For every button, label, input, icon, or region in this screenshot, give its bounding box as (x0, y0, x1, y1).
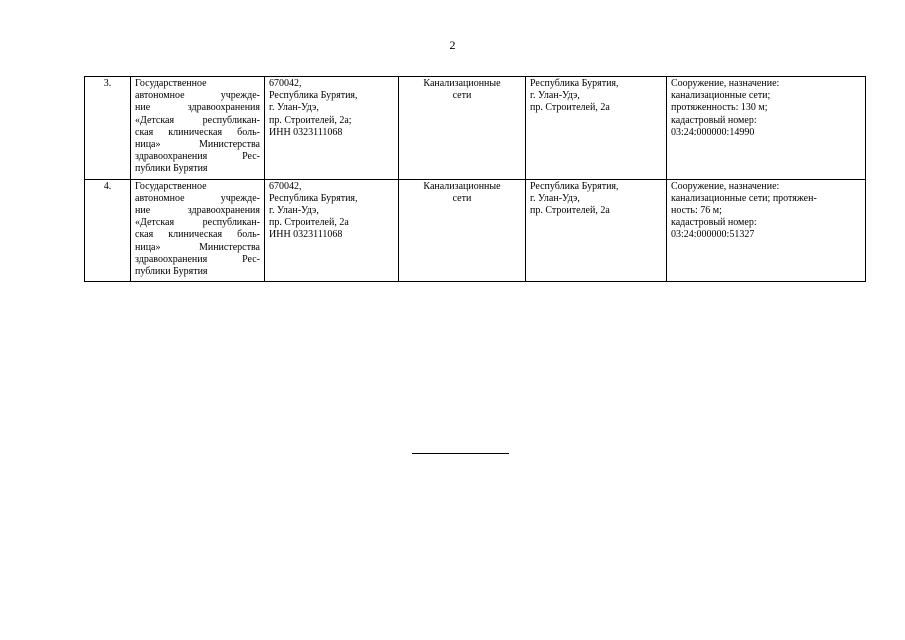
characteristics-line: ность: 76 м; (671, 205, 722, 217)
owner-cell (131, 77, 265, 180)
address-line: ИНН 0323111068 (269, 229, 343, 241)
characteristics-line: протяженность: 130 м; (671, 102, 768, 114)
object-line: Канализационные (423, 78, 501, 89)
location-line: Республика Бурятия, (530, 78, 619, 89)
address-line: 670042, (269, 180, 302, 192)
end-rule (412, 453, 509, 454)
characteristics-line: Сооружение, назначение: (671, 180, 780, 192)
owner-line: автономное учрежде- (135, 192, 260, 204)
characteristics-line: 03:24:000000:14990 (671, 126, 755, 138)
characteristics-cell (667, 77, 866, 180)
page-number: 2 (449, 38, 456, 52)
property-table (84, 76, 866, 282)
owner-line: автономное учрежде- (135, 90, 260, 102)
address-line: 670042, (269, 78, 302, 89)
location-line: г. Улан-Удэ, (530, 90, 580, 102)
owner-line: ская клиническая боль- (135, 126, 260, 138)
address-cell (265, 77, 399, 180)
owner-line: здравоохранения Рес- (135, 253, 260, 265)
address-line: ИНН 0323111068 (269, 126, 343, 138)
owner-line: «Детская республикан- (135, 217, 260, 229)
characteristics-line: кадастровый номер: (671, 114, 757, 126)
owner-line: «Детская республикан- (135, 114, 260, 126)
characteristics-line: кадастровый номер: (671, 217, 757, 229)
object-cell (399, 179, 526, 282)
row-number-cell: 4. (85, 179, 131, 282)
location-line: пр. Строителей, 2а (530, 205, 610, 217)
object-line: сети (452, 90, 472, 102)
location-cell (526, 179, 667, 282)
address-line: г. Улан-Удэ, (269, 205, 319, 217)
owner-line: ние здравоохранения (135, 205, 260, 217)
address-line: пр. Строителей, 2а (269, 217, 349, 229)
characteristics-line: канализационные сети; протяжен- (671, 192, 817, 204)
row-number-cell: 3. (85, 77, 131, 180)
location-line: пр. Строителей, 2а (530, 102, 610, 114)
owner-line: здравоохранения Рес- (135, 151, 260, 163)
owner-line: Государственное (135, 180, 207, 192)
characteristics-cell (667, 179, 866, 282)
table-row (85, 77, 866, 180)
owner-line: Государственное (135, 78, 207, 89)
owner-line: ница» Министерства (135, 139, 260, 151)
object-cell (399, 77, 526, 180)
owner-line: ница» Министерства (135, 241, 260, 253)
object-line: Канализационные (423, 180, 501, 192)
address-cell (265, 179, 399, 282)
owner-line: публики Бурятия (135, 266, 208, 278)
characteristics-line: Сооружение, назначение: (671, 78, 780, 89)
address-line: Республика Бурятия, (269, 90, 358, 102)
owner-cell (131, 179, 265, 282)
object-line: сети (452, 192, 472, 204)
owner-line: ская клиническая боль- (135, 229, 260, 241)
location-cell (526, 77, 667, 180)
owner-line: ние здравоохранения (135, 102, 260, 114)
location-line: Республика Бурятия, (530, 180, 619, 192)
table-row (85, 179, 866, 282)
characteristics-line: 03:24:000000:51327 (671, 229, 755, 241)
location-line: г. Улан-Удэ, (530, 192, 580, 204)
characteristics-line: канализационные сети; (671, 90, 771, 102)
address-line: г. Улан-Удэ, (269, 102, 319, 114)
owner-line: публики Бурятия (135, 163, 208, 175)
address-line: пр. Строителей, 2а; (269, 114, 352, 126)
address-line: Республика Бурятия, (269, 192, 358, 204)
